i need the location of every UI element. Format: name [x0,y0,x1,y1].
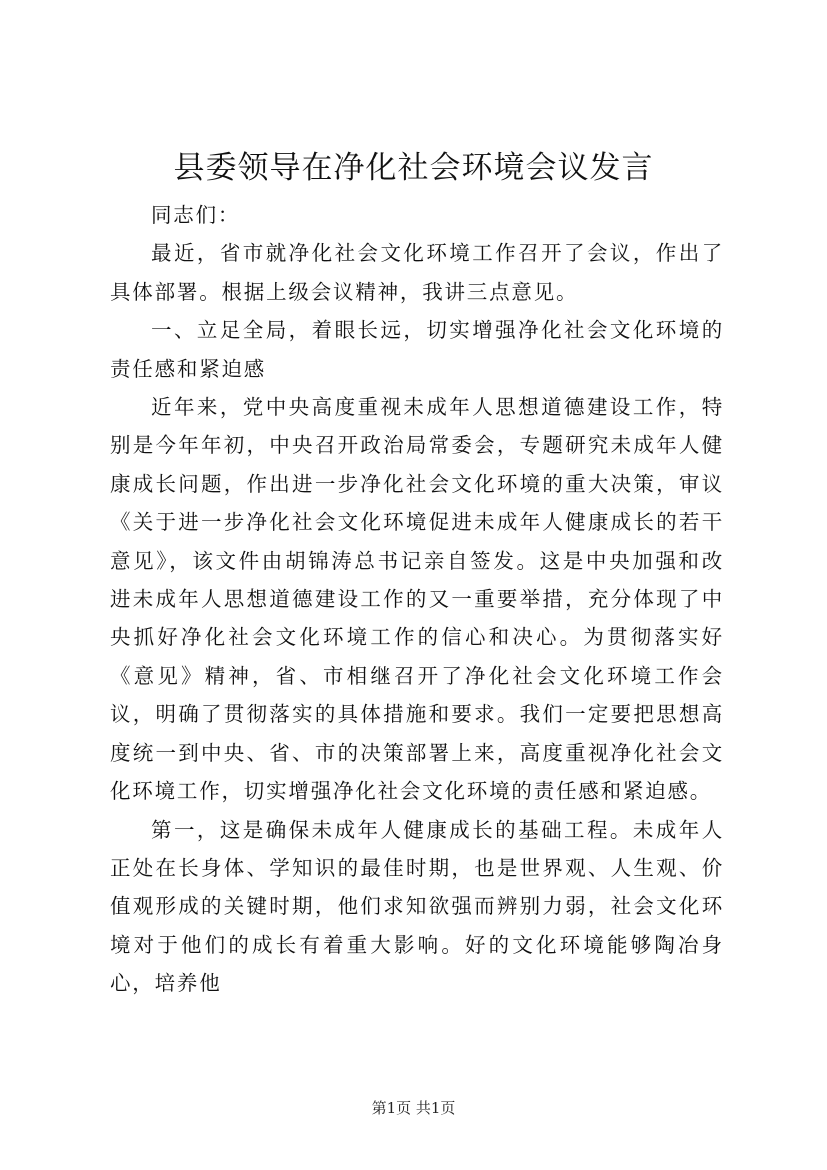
paragraph: 最近，省市就净化社会文化环境工作召开了会议，作出了具体部署。根据上级会议精神，我讲三点意见。 [110,241,724,304]
paragraph: 近年来，党中央高度重视未成年人思想道德建设工作，特别是今年年初，中央召开政治局常委会，专题研究未成年人健康成长问题，作出进一步净化社会文化环境的重大决策，审议《关于进一步净化社会文化环境促进未成年人健康成长的若干意见》，该文件由胡锦涛总书记亲自签发。这是中央加强和改进未成年人思想道德建设工作的又一重要举措，充分体现了中央抓好净化社会文化环境工作的信心和决心。为贯彻落实好《意见》精神，省、市相继召开了净化社会文化环境工作会议，明确了贯彻落实的具体措施和要求。我们一定要把思想高度统一到中央、省、市的决策部署上来，高度重视净化社会文化环境工作，切实增强净化社会文化环境的责任感和紧迫感。 [110,395,724,804]
paragraph: 第一，这是确保未成年人健康成长的基础工程。未成年人正处在长身体、学知识的最佳时期，也是世界观、人生观、价值观形成的关键时期，他们求知欲强而辨别力弱，社会文化环境对于他们的成长有着重大影响。好的文化环境能够陶冶身心，培养他 [110,817,724,996]
salutation: 同志们： [151,203,241,227]
document-body [110,196,724,1003]
document-title: 县委领导在净化社会环境会议发言 [173,150,654,186]
section-heading: 一、立足全局，着眼长远，切实增强净化社会文化环境的责任感和紧迫感 [110,318,724,381]
page-footer: 第1页 共1页 [371,1099,456,1117]
